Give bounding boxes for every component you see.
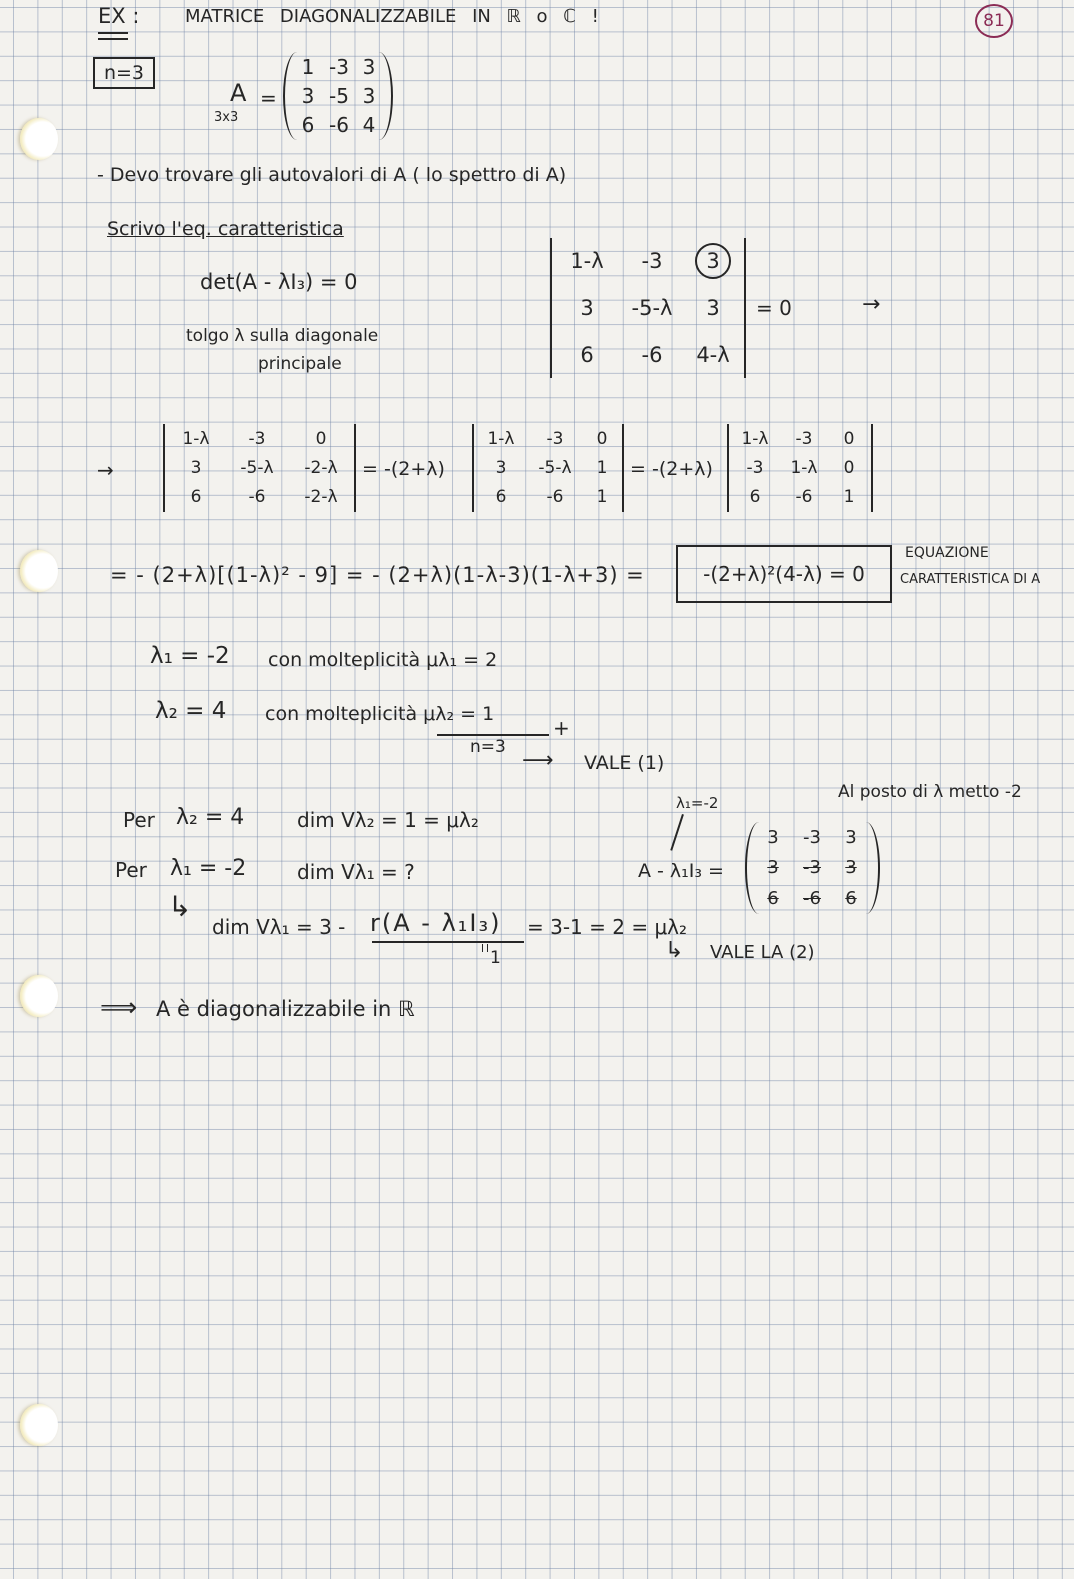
- determinant-step-2: [472, 424, 624, 512]
- matrix-cell: 3: [190, 457, 202, 478]
- eigenvalue-2-multiplicity: con molteplicità μλ₂ = 1: [265, 703, 495, 725]
- determinant-a-grid: [550, 238, 746, 378]
- rank-value: 1: [490, 948, 501, 968]
- matrix-cell: 6: [767, 888, 779, 910]
- determinant-step-3: [727, 424, 873, 512]
- matrix-cell: 6: [580, 342, 594, 367]
- matrix-cell: 3: [845, 826, 857, 848]
- matrix-cell: -3: [546, 428, 564, 449]
- matrix-cell: -6: [795, 487, 813, 508]
- determinant-a-equals: = 0: [756, 296, 792, 320]
- substitution-note: Al posto di λ metto -2: [838, 782, 1022, 802]
- determinant-a: [550, 238, 746, 378]
- page-number: 81: [975, 4, 1013, 38]
- matrix-cell: -6: [248, 487, 266, 508]
- eigenvalue-1: λ₁ = -2: [150, 643, 230, 669]
- matrix-cell: 6: [495, 487, 507, 508]
- shifted-matrix-label: A - λ₁I₃ =: [638, 860, 724, 882]
- rank-formula-left: dim Vλ₁ = 3 -: [212, 915, 346, 939]
- rank-underline: [372, 941, 524, 943]
- case-1-lambda: λ₁ = -2: [170, 856, 247, 881]
- matrix-cell: -3: [803, 857, 821, 879]
- matrix-cell: 1-λ: [487, 428, 515, 449]
- matrix-cell: 3: [767, 826, 779, 848]
- arrow-right-icon: →: [97, 458, 114, 482]
- matrix-cell: 1: [596, 457, 608, 478]
- dimension-box: n=3: [93, 57, 155, 89]
- shifted-matrix: [745, 822, 880, 914]
- binder-hole: [20, 550, 58, 592]
- implies-arrow-icon: ⟹: [100, 993, 138, 1023]
- matrix-cell: 0: [843, 457, 855, 478]
- matrix-cell: -6: [329, 113, 349, 138]
- matrix-cell: -6: [803, 888, 821, 910]
- case-1-per: Per: [115, 858, 147, 882]
- case-2-dimension: dim Vλ₂ = 1 = μλ₂: [297, 808, 479, 832]
- rank-formula-right: = 3-1 = 2 = μλ₂: [527, 915, 688, 939]
- matrix-cell: 6: [301, 113, 315, 138]
- matrix-a-equals: =: [260, 86, 277, 110]
- matrix-cell: 3: [495, 457, 507, 478]
- matrix-cell: -6: [641, 342, 663, 367]
- matrix-cell: 3: [362, 54, 376, 79]
- matrix-cell: 1-λ: [741, 428, 769, 449]
- matrix-cell: 3: [845, 857, 857, 879]
- conclusion-text: A è diagonalizzabile in ℝ: [156, 997, 415, 1021]
- matrix-cell: -3: [795, 428, 813, 449]
- matrix-cell: 4: [362, 113, 376, 138]
- matrix-cell: -3: [746, 457, 764, 478]
- diagonal-note: tolgo λ sulla diagonale: [186, 326, 379, 346]
- binder-hole: [20, 118, 58, 160]
- case-1-dimension: dim Vλ₁ = ?: [297, 860, 415, 884]
- matrix-cell: 1-λ: [182, 428, 210, 449]
- matrix-cell: 6: [749, 487, 761, 508]
- characteristic-label: CARATTERISTICA DI A: [900, 572, 1041, 587]
- rank-expression: r(A - λ₁I₃): [370, 909, 502, 937]
- condition-2-result: VALE LA (2): [710, 942, 815, 963]
- condition-1-result: VALE (1): [584, 752, 665, 774]
- curved-arrow-icon: ↳: [665, 938, 684, 963]
- lambda-tag: λ₁=-2: [676, 794, 719, 812]
- matrix-cell: 3: [301, 83, 315, 108]
- matrix-a: [283, 52, 393, 140]
- determinant-step-2-grid: [472, 424, 624, 512]
- lambda-tag-pointer: [670, 814, 684, 851]
- matrix-cell: 3: [580, 295, 594, 320]
- curved-arrow-icon: ↳: [168, 890, 192, 923]
- matrix-cell: -3: [641, 249, 663, 274]
- matrix-cell: 1: [301, 54, 315, 79]
- char-eq-label: Scrivo l'eq. caratteristica: [107, 218, 344, 240]
- sum-total: n=3: [470, 737, 506, 757]
- step-eigenvalues: - Devo trovare gli autovalori di A ( lo spettro di A): [97, 164, 567, 186]
- plus-sign: +: [553, 716, 570, 740]
- matrix-a-size: 3x3: [214, 110, 239, 125]
- matrix-cell: 1-λ: [790, 457, 818, 478]
- matrix-cell: 1: [596, 487, 608, 508]
- matrix-cell: -3: [248, 428, 266, 449]
- binder-hole: [20, 975, 58, 1017]
- matrix-a-name: A: [230, 79, 247, 107]
- determinant-step-1-grid: [163, 424, 356, 512]
- diagonal-note: principale: [258, 354, 342, 374]
- matrix-cell: 0: [843, 428, 855, 449]
- case-2-lambda: λ₂ = 4: [176, 805, 245, 830]
- matrix-cell: 0: [315, 428, 327, 449]
- shifted-matrix-grid: [745, 822, 880, 914]
- matrix-cell: 4-λ: [696, 342, 730, 367]
- eigenvalue-2: λ₂ = 4: [155, 698, 227, 724]
- sum-underline: [437, 734, 549, 736]
- matrix-cell: -5: [329, 83, 349, 108]
- determinant-step-1: [163, 424, 356, 512]
- matrix-cell: -5-λ: [240, 457, 274, 478]
- arrow-right-icon: ⟶: [522, 748, 554, 773]
- matrix-cell: 1: [843, 487, 855, 508]
- case-2-per: Per: [123, 808, 155, 832]
- matrix-cell: -2-λ: [304, 487, 338, 508]
- determinant-step-3-grid: [727, 424, 873, 512]
- exercise-underline: [98, 32, 128, 40]
- matrix-cell: 6: [190, 487, 202, 508]
- matrix-cell: -5-λ: [538, 457, 572, 478]
- factor-2: = -(2+λ): [630, 458, 713, 480]
- matrix-cell: 1-λ: [570, 249, 604, 274]
- binder-hole: [20, 1404, 58, 1446]
- matrix-cell: -3: [329, 54, 349, 79]
- matrix-cell: 3: [767, 857, 779, 879]
- characteristic-label: EQUAZIONE: [905, 545, 989, 561]
- char-eq-formula: det(A - λI₃) = 0: [200, 270, 358, 294]
- polynomial-expansion: = - (2+λ)[(1-λ)² - 9] = - (2+λ)(1-λ-3)(1-λ+3) =: [110, 563, 645, 587]
- matrix-cell: -2-λ: [304, 457, 338, 478]
- matrix-cell: 3: [706, 295, 720, 320]
- equals-mark: [482, 944, 488, 952]
- factor-1: = -(2+λ): [362, 458, 445, 480]
- characteristic-equation-box: -(2+λ)²(4-λ) = 0: [676, 545, 892, 603]
- matrix-cell: 0: [596, 428, 608, 449]
- matrix-a-grid: [283, 52, 393, 140]
- matrix-cell: 3: [695, 243, 731, 279]
- arrow-right-icon: →: [862, 292, 881, 317]
- matrix-cell: -3: [803, 826, 821, 848]
- matrix-cell: -5-λ: [631, 295, 673, 320]
- matrix-cell: 3: [362, 83, 376, 108]
- matrix-cell: -6: [546, 487, 564, 508]
- eigenvalue-1-multiplicity: con molteplicità μλ₁ = 2: [268, 649, 498, 671]
- exercise-label: EX :: [98, 4, 140, 28]
- matrix-cell: 6: [845, 888, 857, 910]
- page-title: MATRICE DIAGONALIZZABILE IN ℝ o ℂ !: [185, 6, 599, 27]
